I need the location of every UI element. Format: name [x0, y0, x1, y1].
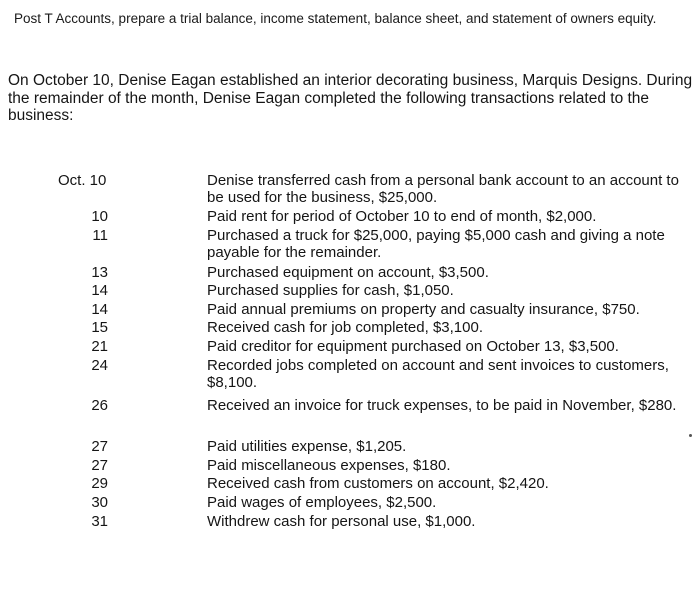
transaction-date: 26	[91, 397, 108, 414]
transaction-description: Paid wages of employees, $2,500.	[207, 494, 437, 511]
stray-mark	[689, 434, 692, 437]
transaction-date: 27	[91, 438, 108, 455]
transaction-date: 14	[91, 301, 108, 318]
transaction-description: Recorded jobs completed on account and sent invoices to customers, $8,100.	[207, 357, 669, 391]
transaction-description: Purchased a truck for $25,000, paying $5,000 cash and giving a note payable for the remainder.	[207, 227, 665, 261]
problem-introduction: On October 10, Denise Eagan established an interior decorating business, Marquis Designs. During the remainder of the month, Denise Eagan completed the following transactions related to the business:	[8, 72, 693, 124]
transaction-description: Paid rent for period of October 10 to end of month, $2,000.	[207, 208, 597, 225]
transaction-date: 29	[91, 475, 108, 492]
transaction-description: Denise transferred cash from a personal bank account to an account to be used for the business, $25,000.	[207, 172, 679, 206]
transaction-date: 10	[91, 208, 108, 225]
transaction-description: Paid creditor for equipment purchased on October 13, $3,500.	[207, 338, 619, 355]
transaction-date: 21	[91, 338, 108, 355]
transaction-description: Received an invoice for truck expenses, to be paid in November, $280.	[207, 397, 677, 414]
transaction-description: Paid miscellaneous expenses, $180.	[207, 457, 451, 474]
transaction-date: 14	[91, 282, 108, 299]
transaction-description: Received cash from customers on account, $2,420.	[207, 475, 549, 492]
transaction-date: 11	[92, 227, 108, 244]
transaction-description: Withdrew cash for personal use, $1,000.	[207, 513, 476, 530]
transaction-date: 13	[91, 264, 108, 281]
transaction-date: 24	[91, 357, 108, 374]
transaction-date: 15	[91, 319, 108, 336]
transaction-description: Paid annual premiums on property and casualty insurance, $750.	[207, 301, 640, 318]
transaction-date: 31	[91, 513, 108, 530]
transaction-description: Received cash for job completed, $3,100.	[207, 319, 483, 336]
transaction-date: 30	[91, 494, 108, 511]
transaction-description: Purchased supplies for cash, $1,050.	[207, 282, 454, 299]
assignment-instructions: Post T Accounts, prepare a trial balance, income statement, balance sheet, and statement of owners equity.	[14, 11, 657, 26]
transaction-description: Paid utilities expense, $1,205.	[207, 438, 407, 455]
transaction-description: Purchased equipment on account, $3,500.	[207, 264, 489, 281]
transaction-date: Oct. 10	[58, 172, 107, 189]
transaction-date: 27	[91, 457, 108, 474]
